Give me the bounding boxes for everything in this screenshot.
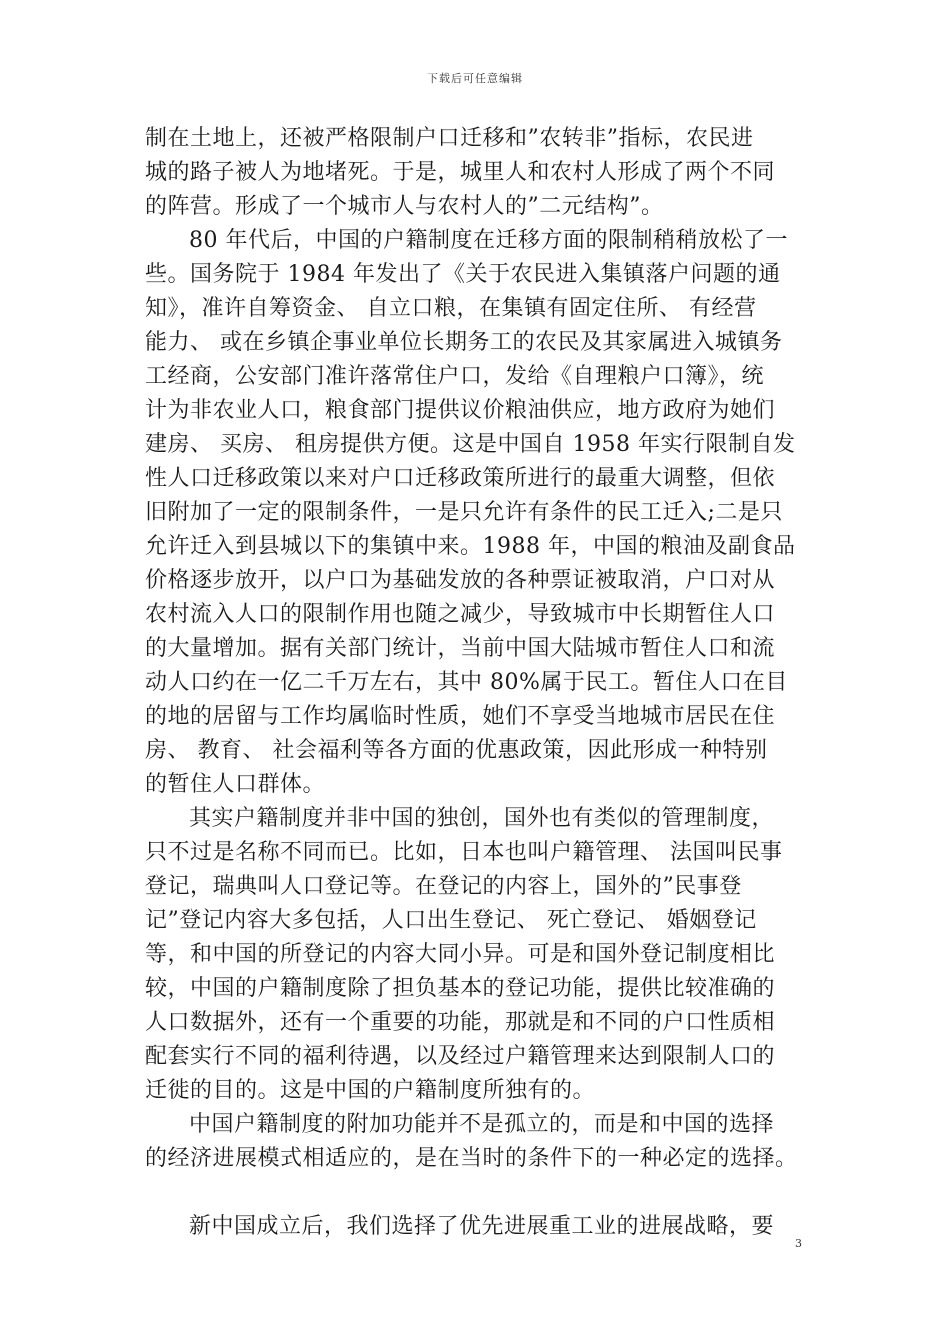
text-line: 的暂住人口群体。 xyxy=(145,772,326,797)
paragraph-first-line: 新中国成立后，我们选择了优先进展重工业的进展战略，要 xyxy=(189,1214,775,1239)
text-line: 较，中国的户籍制度除了担负基本的登记功能，提供比较准确的 xyxy=(145,976,776,1001)
text-line: 旧附加了一定的限制条件，一是只允许有条件的民工迁入;二是只 xyxy=(145,500,783,525)
text-line: 农村流入人口的限制作用也随之减少，导致城市中长期暂住人口 xyxy=(145,602,776,627)
page-header: 下载后可任意编辑 xyxy=(427,72,523,85)
text-line: 记”登记内容大多包括，人口出生登记、 死亡登记、 婚姻登记 xyxy=(145,908,757,933)
text-line: 知》，准许自筹资金、 自立口粮，在集镇有固定住所、 有经营 xyxy=(145,296,757,321)
text-line: 只不过是名称不同而已。比如，日本也叫户籍管理、 法国叫民事 xyxy=(145,840,783,865)
text-line: 城的路子被人为地堵死。于是，城里人和农村人形成了两个不同 xyxy=(145,160,776,185)
text-line: 的阵营。形成了一个城市人与农村人的”二元结构”。 xyxy=(145,194,664,219)
text-line: 允许迁入到县城以下的集镇中来。1988 年，中国的粮油及副食品 xyxy=(145,534,796,559)
text-line: 制在土地上，还被严格限制户口迁移和”农转非”指标，农民进 xyxy=(145,126,754,151)
page-number: 3 xyxy=(795,1237,802,1250)
text-line: 等，和中国的所登记的内容大同小异。可是和国外登记制度相比 xyxy=(145,942,776,967)
text-line: 价格逐步放开，以户口为基础发放的各种票证被取消，户口对从 xyxy=(145,568,776,593)
text-line: 迁徙的目的。这是中国的户籍制度所独有的。 xyxy=(145,1078,596,1103)
text-line: 动人口约在一亿二千万左右，其中 80%属于民工。暂住人口在目 xyxy=(145,670,788,695)
paragraph-first-line: 其实户籍制度并非中国的独创，国外也有类似的管理制度， xyxy=(189,806,775,831)
text-line: 工经商，公安部门准许落常住户口，发给《自理粮户口簿》，统 xyxy=(145,364,765,389)
text-line: 的地的居留与工作均属临时性质，她们不享受当地城市居民在住 xyxy=(145,704,776,729)
document-body xyxy=(145,122,807,1244)
text-line: 建房、 买房、 租房提供方便。这是中国自 1958 年实行限制自发 xyxy=(145,432,796,457)
paragraph-first-line: 80 年代后，中国的户籍制度在迁移方面的限制稍稍放松了一 xyxy=(189,228,788,253)
text-line: 性人口迁移政策以来对户口迁移政策所进行的最重大调整，但依 xyxy=(145,466,776,491)
text-line: 的大量增加。据有关部门统计，当前中国大陆城市暂住人口和流 xyxy=(145,636,776,661)
text-line: 配套实行不同的福利待遇，以及经过户籍管理来达到限制人口的 xyxy=(145,1044,776,1069)
text-line: 计为非农业人口，粮食部门提供议价粮油供应，地方政府为她们 xyxy=(145,398,776,423)
text-line: 登记，瑞典叫人口登记等。在登记的内容上，国外的”民事登 xyxy=(145,874,742,899)
paragraph-first-line: 中国户籍制度的附加功能并不是孤立的，而是和中国的选择 xyxy=(189,1112,775,1137)
text-line: 些。国务院于 1984 年发出了《关于农民进入集镇落户问题的通 xyxy=(145,262,781,287)
text-line: 房、 教育、 社会福利等各方面的优惠政策，因此形成一种特别 xyxy=(145,738,768,763)
text-line: 人口数据外，还有一个重要的功能，那就是和不同的户口性质相 xyxy=(145,1010,776,1035)
text-line: 的经济进展模式相适应的，是在当时的条件下的一种必定的选择。 xyxy=(145,1146,798,1171)
text-line: 能力、 或在乡镇企事业单位长期务工的农民及其家属进入城镇务 xyxy=(145,330,783,355)
